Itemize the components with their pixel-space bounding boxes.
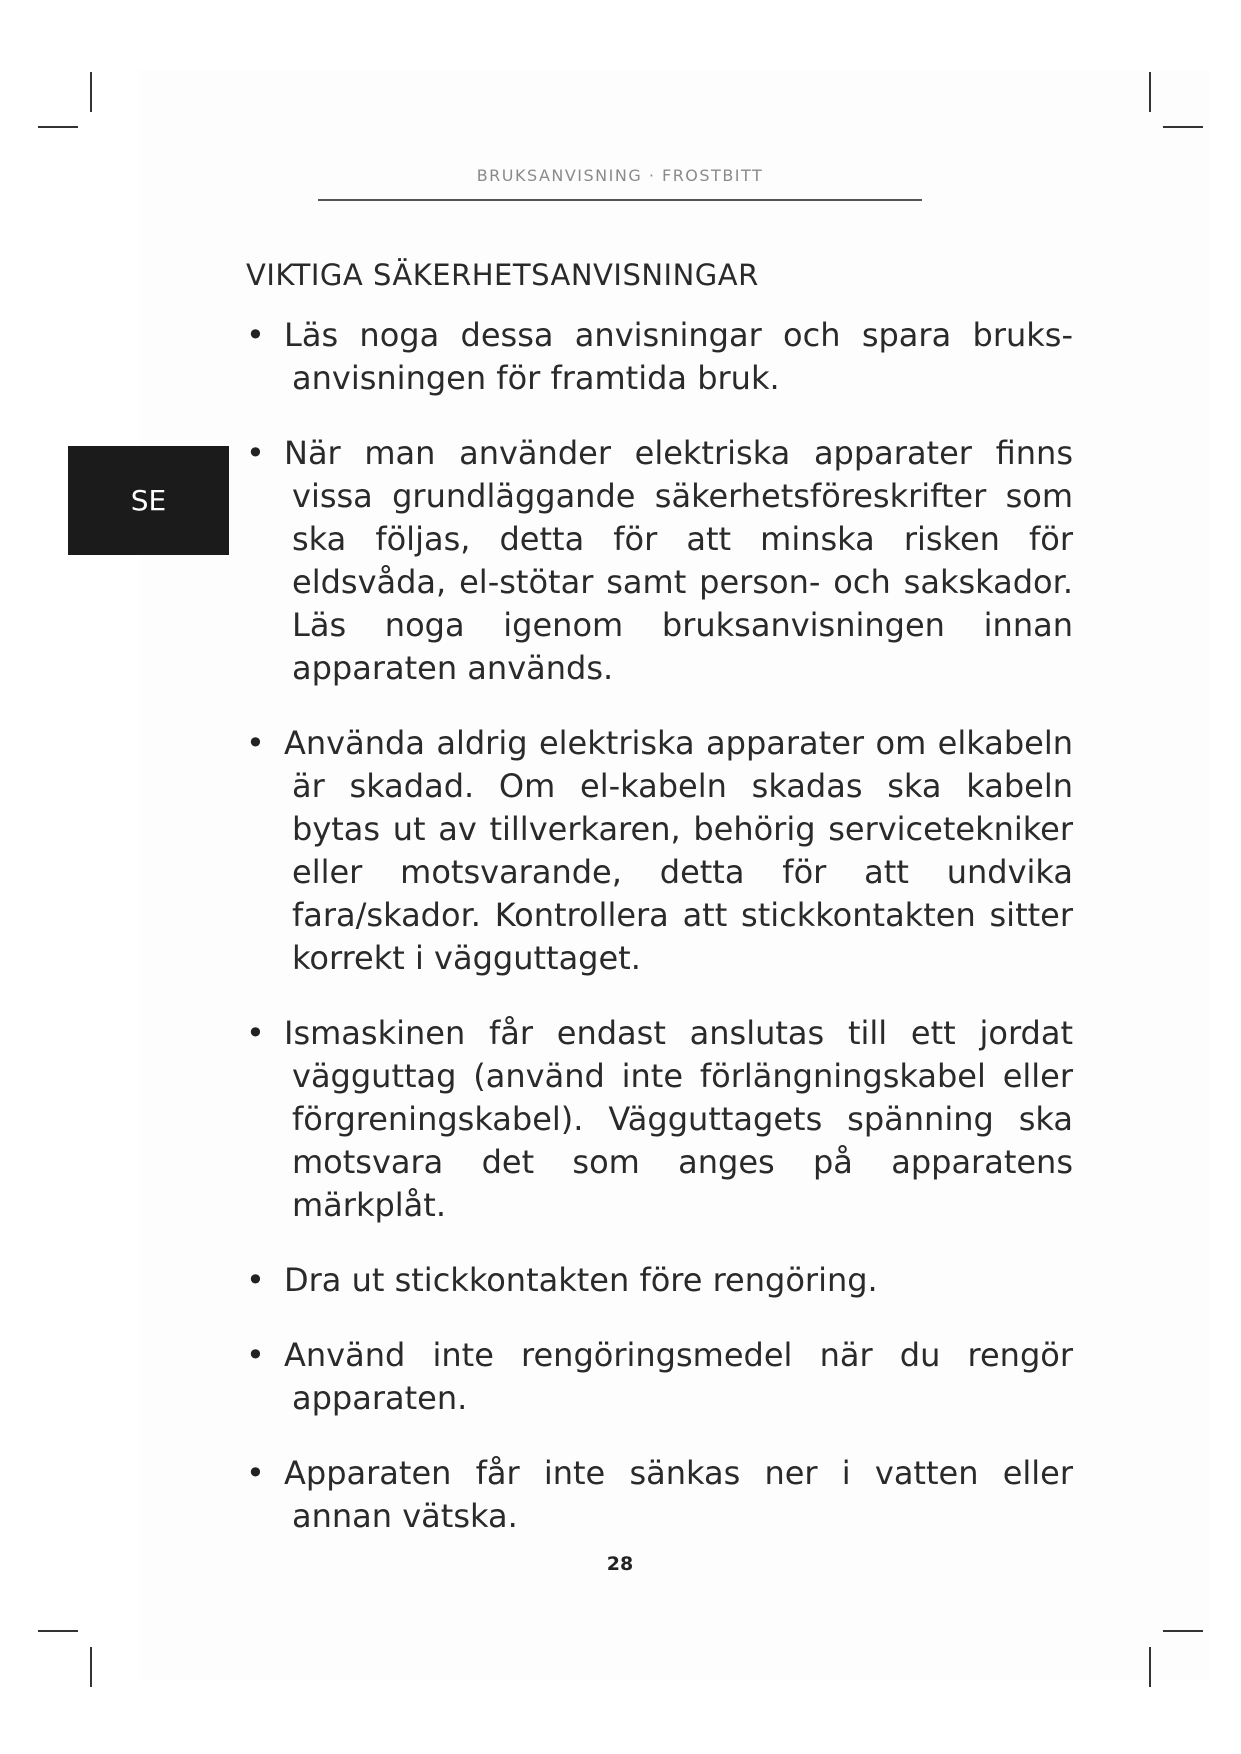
list-item-text: När man använder elektriska apparater finns vissa grundläggande säkerhetsföreskrifter som ska följas, detta för att minska risken för eldsvåda, el-stötar samt person- och sakskador. Läs noga igenom bruksanvisningen innan apparaten används. xyxy=(284,434,1073,687)
list-item xyxy=(246,1334,1073,1420)
section-title: VIKTIGA SÄKERHETSANVISNINGAR xyxy=(246,258,759,292)
running-header: BRUKSANVISNING · FROSTBITT xyxy=(476,166,764,185)
bullet-icon: • xyxy=(246,1014,265,1052)
header-divider xyxy=(318,199,922,201)
bullet-icon: • xyxy=(246,1261,265,1299)
bullet-icon: • xyxy=(246,1454,265,1492)
crop-mark-top-left-vertical xyxy=(90,72,92,112)
list-item-text: Ismaskinen får endast anslutas till ett jordat vägguttag (använd inte förlängningskabel eller förgreningskabel). Vägguttagets spänning ska motsvara det som anges på apparatens märkplåt. xyxy=(284,1014,1073,1224)
list-item-text: Använda aldrig elektriska apparater om elkabeln är skadad. Om el-kabeln skadas ska kabeln bytas ut av tillverkaren, behörig servicetekniker eller motsvarande, detta för att undvika fara/skador. Kontrollera att stickkontakten sitter korrekt i vägguttaget. xyxy=(284,724,1073,977)
list-item xyxy=(246,1012,1073,1227)
bullet-icon: • xyxy=(246,724,265,762)
list-item xyxy=(246,1259,1073,1302)
list-item xyxy=(246,314,1073,400)
list-item xyxy=(246,722,1073,980)
safety-instructions-list xyxy=(246,314,1073,1570)
list-item xyxy=(246,432,1073,690)
crop-mark-top-right-horizontal xyxy=(1163,126,1203,128)
list-item-text: Använd inte rengöringsmedel när du rengör apparaten. xyxy=(284,1336,1073,1417)
crop-mark-bottom-left-horizontal xyxy=(38,1630,78,1632)
crop-mark-top-right-vertical xyxy=(1149,72,1151,112)
page-number: 28 xyxy=(606,1553,634,1575)
crop-mark-top-left-horizontal xyxy=(38,126,78,128)
list-item-text: Apparaten får inte sänkas ner i vatten eller annan vätska. xyxy=(284,1454,1073,1535)
crop-mark-bottom-left-vertical xyxy=(90,1647,92,1687)
crop-mark-bottom-right-horizontal xyxy=(1163,1630,1203,1632)
list-item xyxy=(246,1452,1073,1538)
language-tab xyxy=(68,446,229,555)
crop-mark-bottom-right-vertical xyxy=(1149,1647,1151,1687)
bullet-icon: • xyxy=(246,316,265,354)
list-item-text: Läs noga dessa anvisningar och spara bruks-anvisningen för framtida bruk. xyxy=(284,316,1073,397)
bullet-icon: • xyxy=(246,1336,265,1374)
bullet-icon: • xyxy=(246,434,265,472)
list-item-text: Dra ut stickkontakten före rengöring. xyxy=(284,1261,878,1299)
language-tab-label: SE xyxy=(130,484,167,517)
